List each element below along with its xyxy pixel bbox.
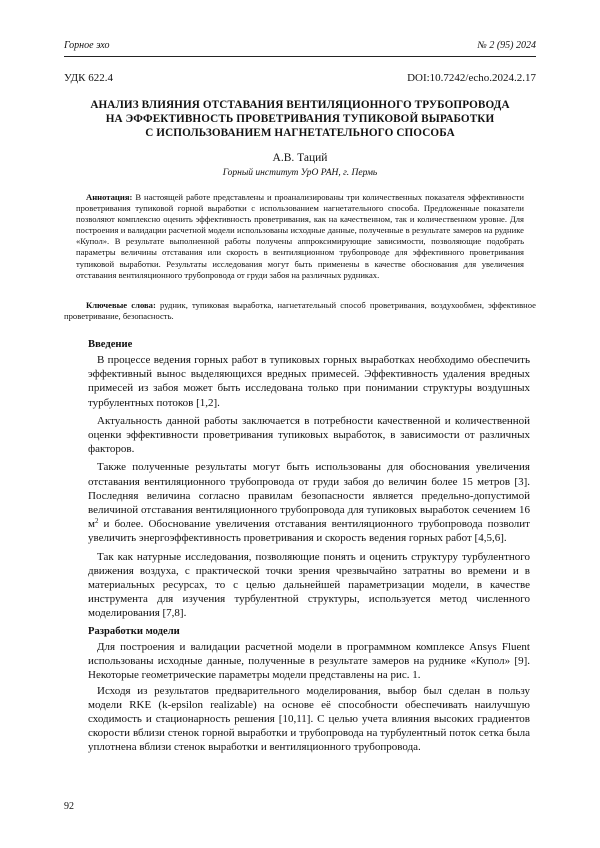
keywords-text: рудник, тупиковая выработка, нагнетательный способ проветривания, воздухообмен, эффективное проветривание, безопасность. [64,300,536,322]
author-affiliation: Горный институт УрО РАН, г. Пермь [222,168,378,178]
abstract-label: Аннотация: [86,192,133,202]
paragraph: Исходя из результатов предварительного моделирования, выбор был сделан в пользу модели RKE (k-epsilon realizable) на основе её способности обеспечивать наилучшую сходимость и стационарность решения [10,11]. С целью учета влияния высоких градиентов скорости вблизи стенок горной выработки и трубопровода на турбулентный поток сетка была уплотнена вблизи стенок выработки и вентиляционного трубопровода. [88,684,530,754]
journal-name: Горное эхо [64,40,110,51]
keywords-label: Ключевые слова: [86,300,156,310]
running-head [64,40,536,51]
abstract-text: В настоящей работе представлены и проанализированы три количественных показателя эффективности проветривания тупиковой горной выработки с использованием нагнетательного способа. Предложенные показатели позволяют комплексно оценить эффективность проветривания, как на качественном, так и количественном уровне. Для построения и валидации расчетной модели использованы исходные данные, полученные в результате замеров на руднике «Купол». В результате выполненной работы получены аппроксимирующие зависимости, позволяющие подобрать параметры величины отставания или скорость в вентиляционном трубопроводе для эффективного проветривания тупиковой выработки. Результаты исследования могут быть применены в качестве обоснования для увеличения отставания вентиляционного трубопровода от груди забоя на различных рудниках. [76,192,524,280]
article-meta [64,72,536,84]
section-heading-introduction: Введение [88,339,133,350]
paragraph [88,460,530,545]
title-line: С ИСПОЛЬЗОВАНИЕМ НАГНЕТАТЕЛЬНОГО СПОСОБА [145,127,455,139]
paragraph: Так как натурные исследования, позволяющие понять и оценить структуру турбулентного движения воздуха, с практической точки зрения чрезвычайно затратны во времени и в материальных ресурсах, то с целью дальнейшей параметризации модели, в качестве инструмента для изучения турбулентной структуры, используется метод численного моделирования [7,8]. [88,550,530,620]
title-line: АНАЛИЗ ВЛИЯНИЯ ОТСТАВАНИЯ ВЕНТИЛЯЦИОННОГО ТРУБОПРОВОДА [90,99,510,111]
author-name: А.В. Таций [272,152,328,164]
doi-link[interactable]: DOI:10.7242/echo.2024.2.17 [407,72,536,84]
paragraph: В процессе ведения горных работ в тупиковых горных выработках необходимо обеспечить эффективный вынос выделяющихся вредных примесей. Эффективность удаления вредных примесей из забоя может быть исследована только при понимании структуры воздушных турбулентных потоков [1,2]. [88,354,530,409]
paragraph: Для построения и валидации расчетной модели в программном комплексе Ansys Fluent использованы исходные данные, полученные в результате замеров на руднике «Купол» [9]. Некоторые геометрические параметры модели представлены на рис. 1. [88,641,530,682]
keywords [64,300,536,322]
paragraph-text: и более. Обоснование увеличения отставания вентиляционного трубопровода позволит увеличить энергоэффективность проветривания и скорость ведения горных работ [4,5,6]. [88,518,530,545]
abstract [76,192,524,281]
superscript: 2 [94,517,99,526]
section-heading-model: Разработки модели [88,626,180,637]
issue-number: № 2 (95) 2024 [477,40,536,51]
section-body-model [88,640,530,756]
section-body-introduction [88,353,530,622]
article-title [64,98,536,140]
header-rule [64,56,536,57]
title-line: НА ЭФФЕКТИВНОСТЬ ПРОВЕТРИВАНИЯ ТУПИКОВОЙ ВЫРАБОТКИ [105,113,495,125]
udc-code: УДК 622.4 [64,72,114,84]
page-number: 92 [64,801,74,812]
paragraph: Актуальность данной работы заключается в потребности качественной и количественной оценки эффективности проветривания тупиковых выработок, в зависимости от различных факторов. [88,414,530,456]
paragraph-text: Также полученные результаты могут быть использованы для обоснования увеличения отставания вентиляционного трубопровода от груди забоя до величин более 15 метров [3]. Последняя величина согласно правилам безопасности является предельно-допустимой величиной отставания вентиляционного трубопровода для тупиковых выработок сечением 16 м [88,461,530,531]
